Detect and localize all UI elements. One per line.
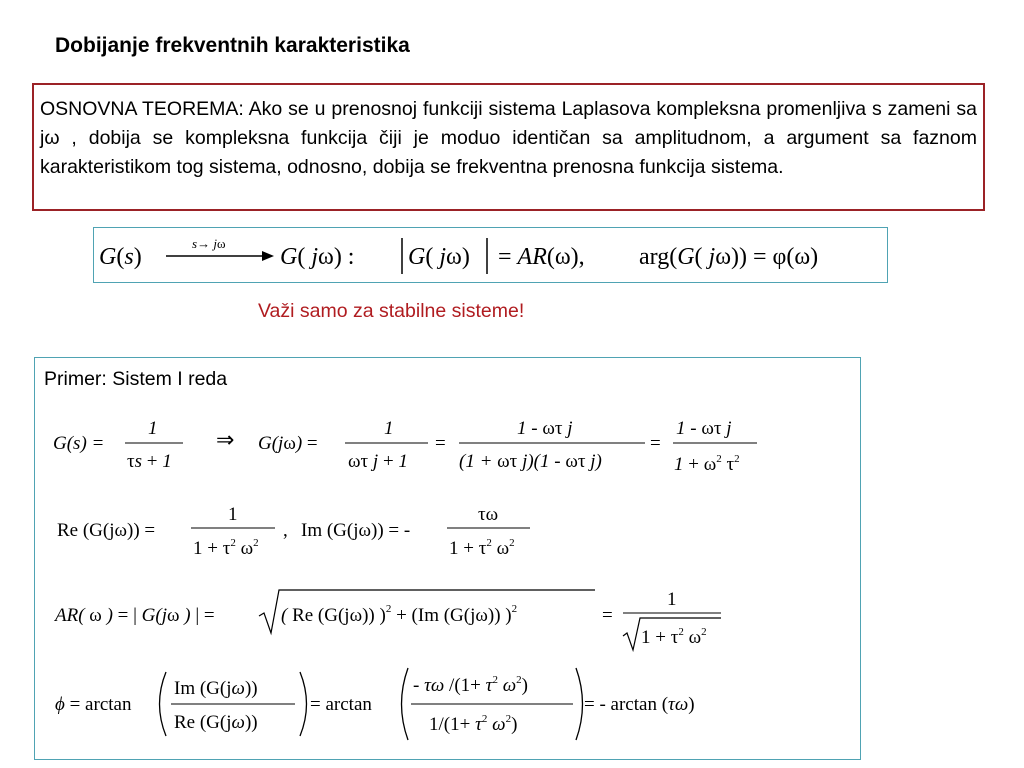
svg-text:1 + τ2 ω2: $1 + \tau^2$ $\omega^2$ [449,537,515,559]
svg-text:1/(1+ τ2 ω2): $1/(1+ \tau^2$ $\omega^2$) [429,713,518,735]
svg-text:=: = [602,605,613,626]
svg-text:τs + 1: τs + 1 [127,451,172,472]
svg-text:=: = [650,433,661,454]
svg-text:(1 + ωτ j)(1 - ωτ j): (1 + ωτ j)(1 - ωτ j) [459,451,602,472]
svg-text:1 + ω2 τ2: $1 + \omega^2$ $\tau^2$ [674,453,740,475]
svg-text:1: 1 [667,589,677,610]
svg-text:1 + τ2 ω2: $1 + \tau^2$ $\omega^2$ [641,626,707,648]
svg-text:= arctan: = arctan [310,694,372,715]
main-formula [94,228,889,284]
svg-text:G(s): G(s) [99,244,142,270]
svg-text:G(jω) =: G(jω) = [258,433,318,454]
svg-text:1: 1 [148,418,158,439]
stability-note: Važi samo za stabilne sisteme! [258,300,525,322]
slide-title: Dobijanje frekventnih karakteristika [55,34,410,57]
svg-text:= AR(ω),: = AR(ω), [498,244,585,270]
svg-text:Im (G(jω)): Im (G(jω)) [174,678,258,699]
amplitude-row [53,589,721,650]
svg-text:,: , [283,520,288,541]
svg-text:G( jω) :: G( jω) : [280,244,355,270]
svg-text:ωτ j + 1: ωτ j + 1 [348,451,408,472]
svg-text:AR( ω ) = | G(jω ) | =: AR( ω ) = | G(jω ) | = [55,605,215,626]
svg-text:⇒: ⇒ [216,427,235,452]
main-formula-box [93,227,888,283]
example-formulas [35,358,862,761]
svg-text:s→ jω: s→ jω [192,236,226,251]
svg-text:1: 1 [228,504,238,525]
svg-text:- τω /(1+ τ2 ω2): - τω $/(1+ \tau^2$ $\omega^2$) [413,674,528,696]
svg-text:=: = [435,433,446,454]
svg-text:ϕ = arctan: ϕ = arctan [55,694,132,715]
svg-text:( Re (G(jω)) )2 + (Im (G(jω): ( Re (G(jω)) )$^2$ + (Im (G(jω)) )$^2$ [281,603,518,626]
example-title: Primer: Sistem I reda [44,368,228,390]
svg-text:Im (G(jω)) = -: Im (G(jω)) = - [301,520,411,541]
svg-text:G( jω): G( jω) [408,244,470,270]
theorem-box [32,83,985,211]
svg-text:1: 1 [384,418,394,439]
svg-text:Re (G(jω)): Re (G(jω)) [174,712,258,733]
theorem-text: OSNOVNA TEOREMA: Ako se u prenosnoj funkciji sistema Laplasova kompleksna promenljiva s zameni sa jω , dobija se kompleksna funkcija čiji je moduo identičan sa amplitudnom, a argument sa faznom karakteristikom tog sistema, odnosno, dobija se frekventna prenosna funkcija sistema. [40,98,977,178]
svg-text:1 - ωτ j: 1 - ωτ j [676,418,732,439]
example-box [34,357,861,760]
svg-text:G(s) =: G(s) = [53,433,105,454]
svg-text:τω: τω [478,504,499,525]
svg-text:arg(G( jω)) = φ(ω): arg(G( jω)) = φ(ω) [639,244,819,270]
svg-text:1 - ωτ j: 1 - ωτ j [517,418,573,439]
svg-text:Re (G(jω)) =: Re (G(jω)) = [57,520,156,541]
svg-text:= - arctan (τω): = - arctan (τω) [584,694,695,715]
phase-row [55,668,695,740]
real-imag-row [57,504,530,559]
transfer-function-row [53,418,757,475]
svg-text:1 + τ2 ω2: $1 + \tau^2$ $\omega^2$ [193,537,259,559]
